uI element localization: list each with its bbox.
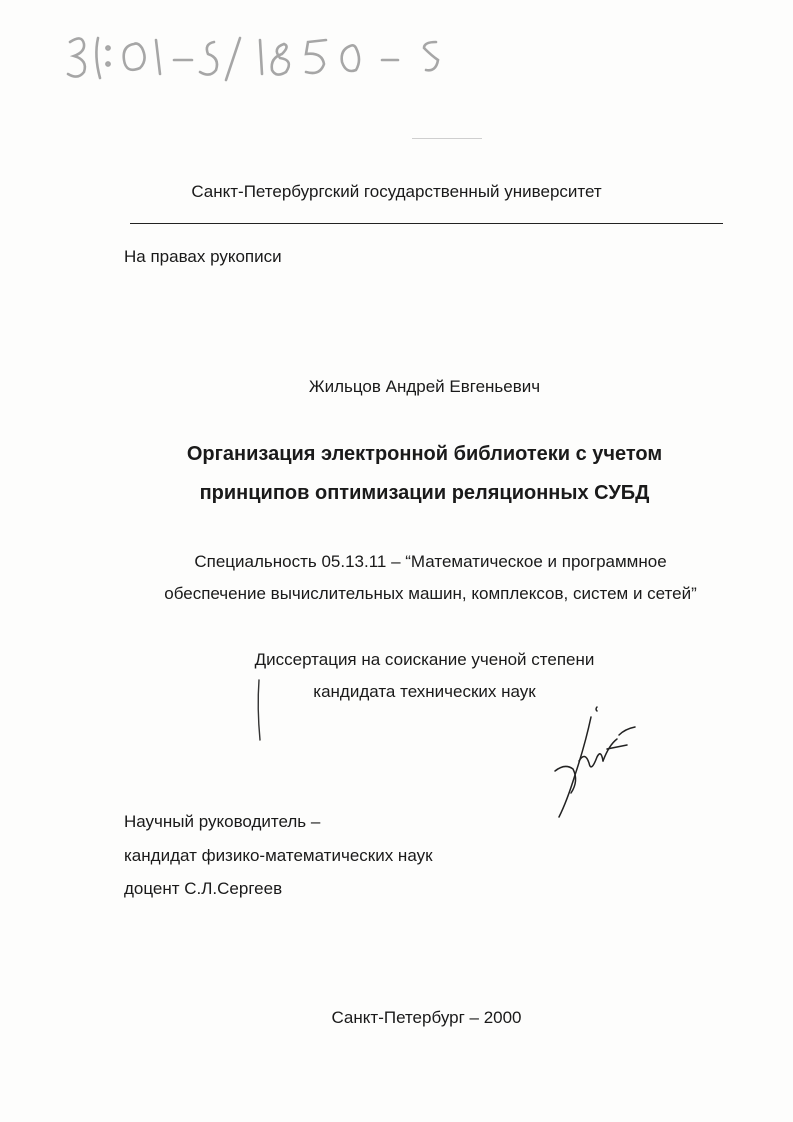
dissertation-degree-line-2: кандидата технических наук xyxy=(313,682,536,701)
scan-artifact-line xyxy=(412,138,482,139)
dissertation-title-line-1: Организация электронной библиотеки с учетом xyxy=(186,443,663,465)
specialty-line-2: обеспечение вычислительных машин, комплексов, систем и сетей” xyxy=(164,584,697,603)
signature-icon xyxy=(545,705,645,825)
header-divider xyxy=(130,223,723,224)
supervisor-degree: кандидат физико-математических наук xyxy=(124,846,433,865)
supervisor-name: доцент С.Л.Сергеев xyxy=(124,879,283,898)
dissertation-title-line-2: принципов оптимизации реляционных СУБД xyxy=(199,482,650,504)
dissertation-degree-line-1: Диссертация на соискание ученой степени xyxy=(254,650,595,669)
manuscript-note: На правах рукописи xyxy=(124,247,282,266)
author-name: Жильцов Андрей Евгеньевич xyxy=(308,377,541,396)
supervisor-label: Научный руководитель – xyxy=(124,812,321,831)
university-name: Санкт-Петербургский государственный университет xyxy=(191,182,602,201)
pen-mark xyxy=(252,678,266,744)
handwritten-catalogue-number xyxy=(64,30,504,90)
place-and-year: Санкт-Петербург – 2000 xyxy=(331,1008,522,1027)
specialty-line-1: Специальность 05.13.11 – “Математическое и программное xyxy=(194,552,667,571)
